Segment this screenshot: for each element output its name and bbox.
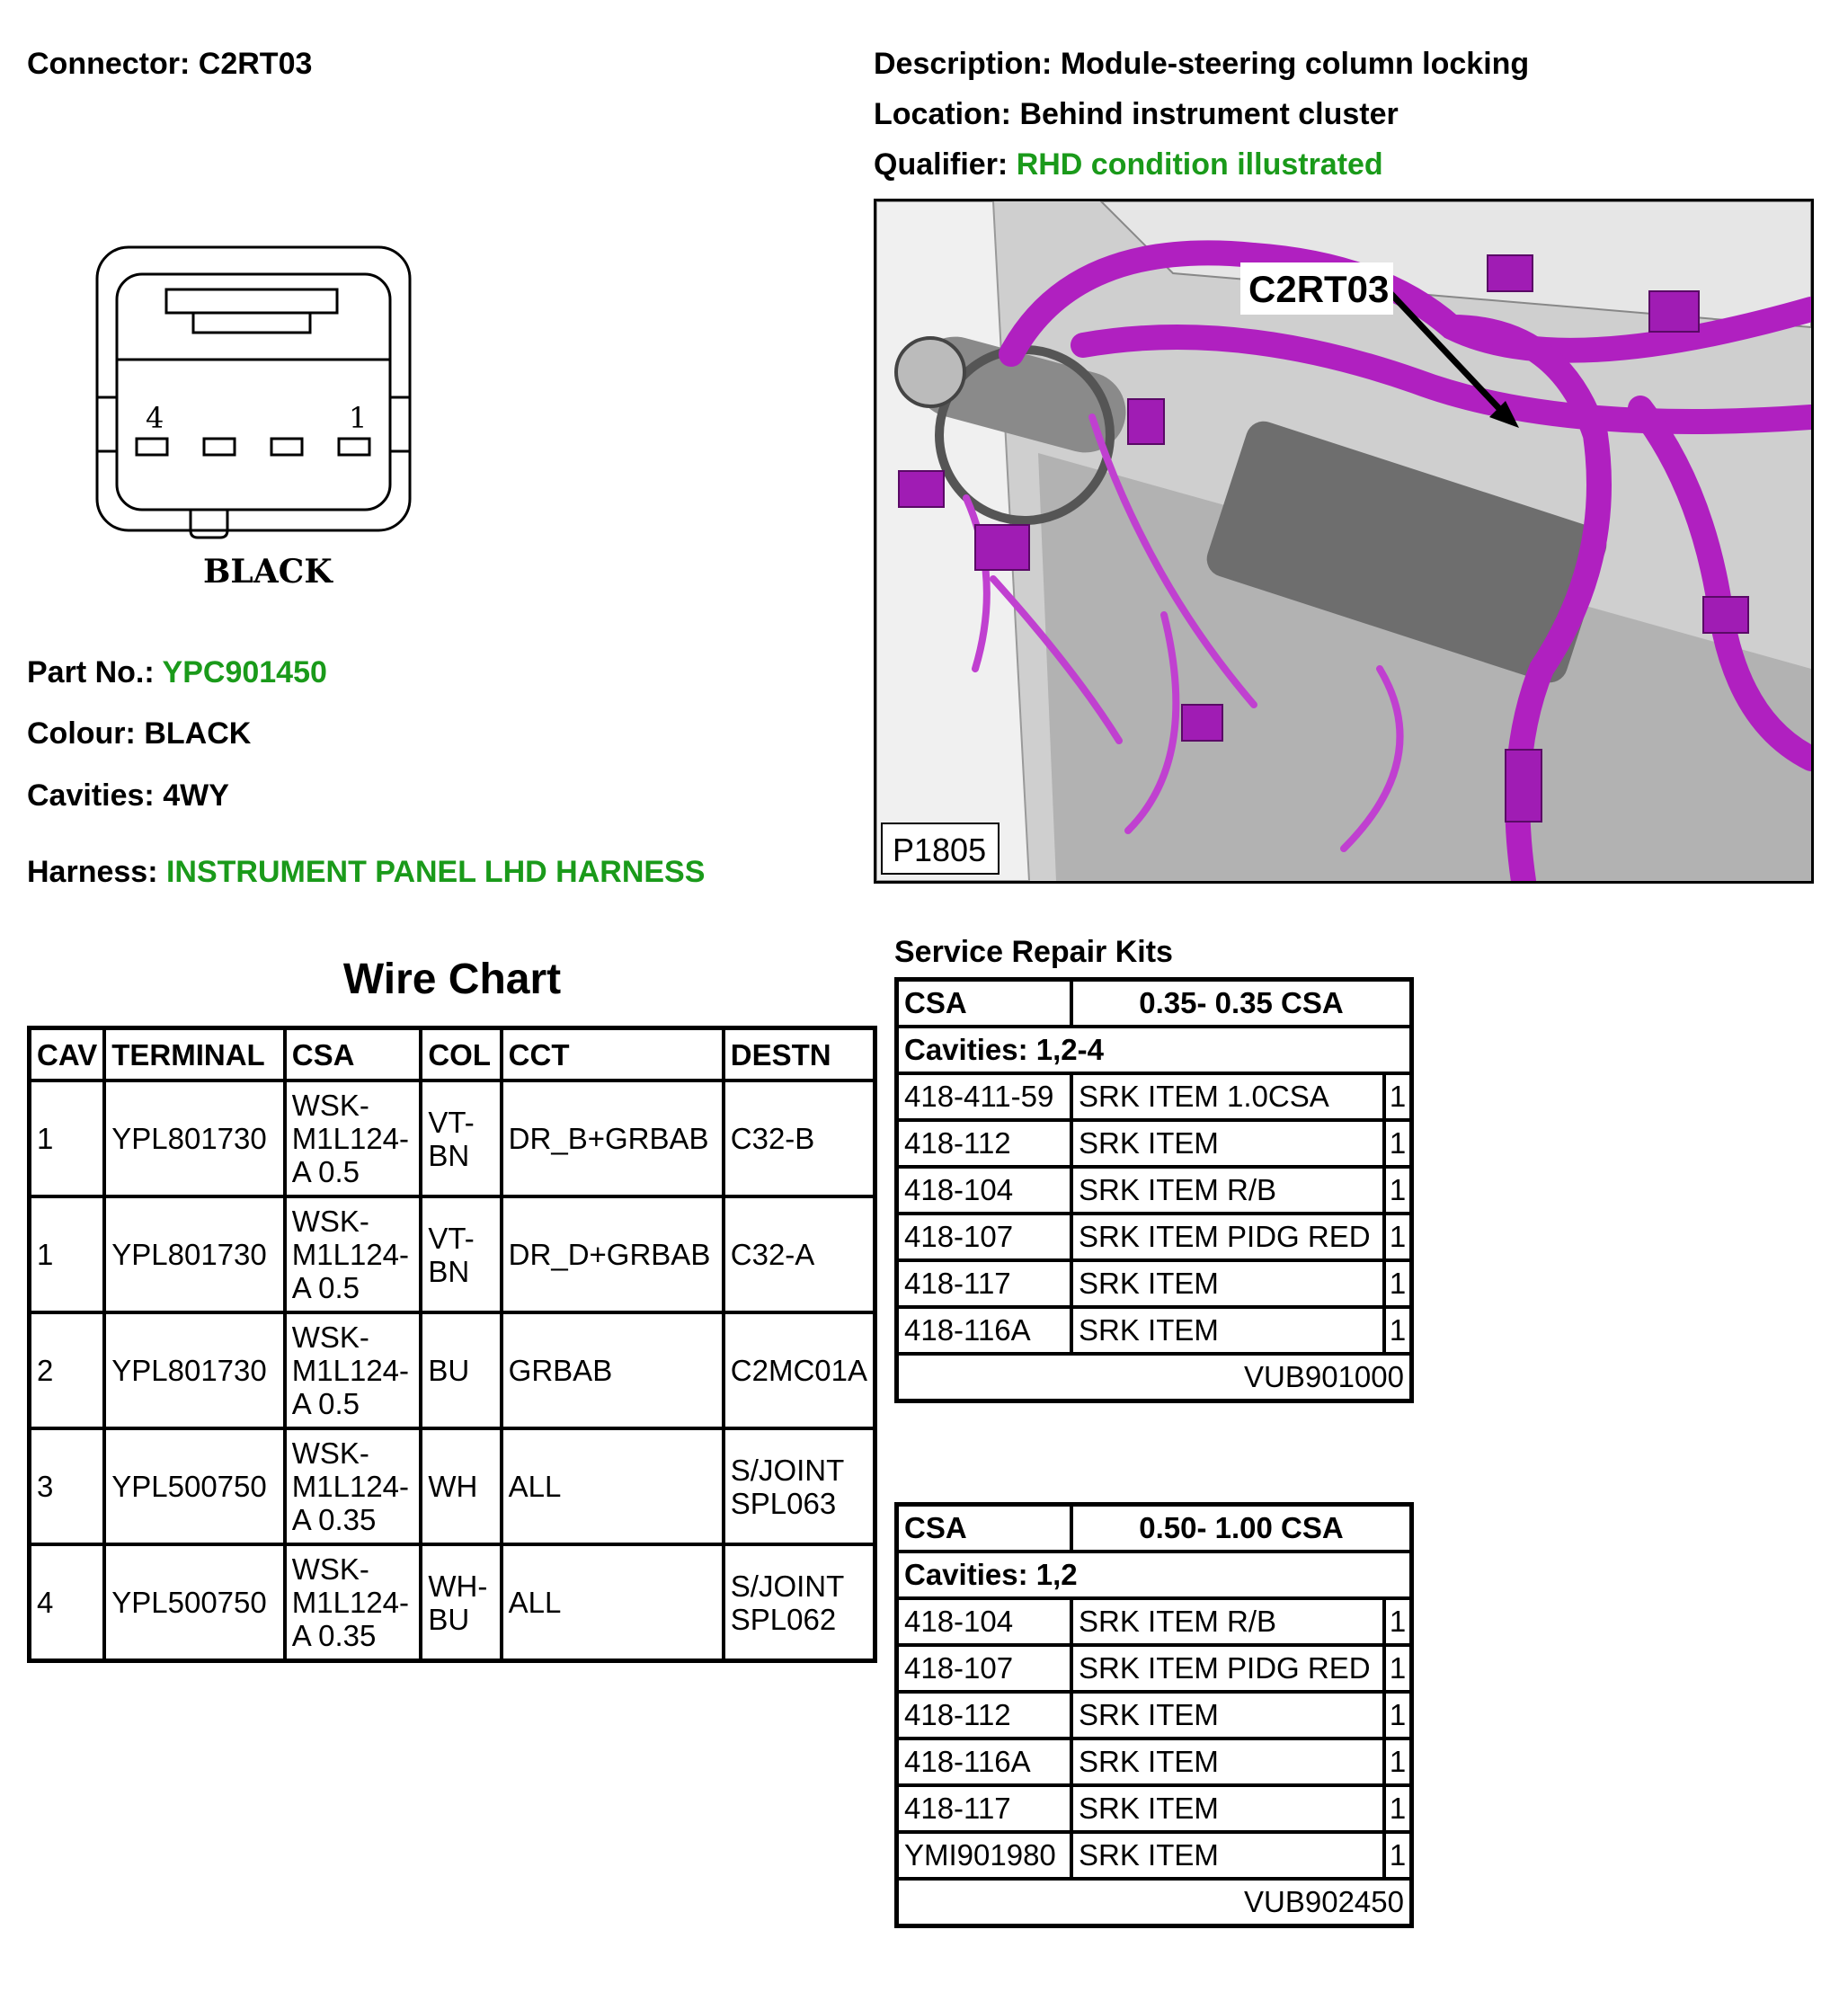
harness-line bbox=[27, 855, 705, 890]
col-cell bbox=[421, 1544, 501, 1661]
kit-item-row bbox=[897, 1832, 1412, 1879]
destn-cell bbox=[724, 1312, 875, 1428]
csa-cell bbox=[285, 1544, 422, 1661]
kit-item-code: 418-112 bbox=[897, 1692, 1072, 1739]
col-cell bbox=[421, 1196, 501, 1312]
location-value: Behind instrument cluster bbox=[1019, 97, 1399, 131]
col-cav-header: CAV bbox=[30, 1028, 105, 1081]
wire-chart-header-row bbox=[30, 1028, 875, 1081]
connector-label: Connector: bbox=[27, 47, 191, 81]
kit-item-code: YMI901980 bbox=[897, 1832, 1072, 1879]
kit-item-name: SRK ITEM PIDG RED bbox=[1071, 1645, 1384, 1692]
qualifier-value: RHD condition illustrated bbox=[1016, 147, 1383, 182]
wire-chart-row bbox=[30, 1080, 875, 1196]
kit-item-qty: 1 bbox=[1384, 1307, 1412, 1354]
csa-cell bbox=[285, 1196, 422, 1312]
csa-cell-line-3: A 0.35 bbox=[291, 1503, 377, 1536]
destn-cell bbox=[724, 1080, 875, 1196]
pin-label-1: 1 bbox=[349, 401, 368, 435]
kit-item-row bbox=[897, 1214, 1412, 1260]
description-value: Module-steering column locking bbox=[1060, 47, 1530, 81]
col-cell-line-1: VT- bbox=[428, 1221, 475, 1255]
kit-item-name: SRK ITEM bbox=[1071, 1832, 1384, 1879]
kit-item-code: 418-116A bbox=[897, 1307, 1072, 1354]
kit-item-qty: 1 bbox=[1384, 1785, 1412, 1832]
kit-item-qty: 1 bbox=[1384, 1073, 1412, 1120]
col-cell-line-2: BU bbox=[428, 1602, 470, 1636]
csa-cell-line-2: M1L124- bbox=[291, 1470, 410, 1503]
connector-inner-body bbox=[117, 274, 390, 510]
kit-item-row bbox=[897, 1260, 1412, 1307]
col-cell bbox=[421, 1428, 501, 1544]
destn-cell bbox=[724, 1544, 875, 1661]
destn-cell-line-1: C32-B bbox=[730, 1122, 815, 1155]
cavity-2 bbox=[271, 439, 302, 455]
kit-item-qty: 1 bbox=[1384, 1645, 1412, 1692]
photo-callout: C2RT03 bbox=[1248, 268, 1390, 310]
cav-cell: 1 bbox=[30, 1080, 105, 1196]
kit-cavities-row bbox=[897, 1552, 1412, 1598]
destn-cell-line-1: S/JOINT bbox=[730, 1569, 845, 1603]
csa-cell-line-1: WSK- bbox=[291, 1552, 369, 1586]
colour-value: BLACK bbox=[144, 716, 252, 751]
cavity-3 bbox=[204, 439, 235, 455]
description-label: Description: bbox=[874, 47, 1053, 81]
cct-cell: DR_B+GRBAB bbox=[502, 1080, 724, 1196]
connector-colour-text: BLACK bbox=[203, 553, 333, 591]
qualifier-line bbox=[874, 147, 1383, 182]
destn-cell-line-2: SPL062 bbox=[730, 1602, 837, 1636]
kit-csa-value: 0.35- 0.35 CSA bbox=[1071, 980, 1412, 1027]
harness-label: Harness: bbox=[27, 855, 158, 889]
connector-latch bbox=[166, 289, 337, 313]
kit-item-name: SRK ITEM R/B bbox=[1071, 1167, 1384, 1214]
kit-item-name: SRK ITEM PIDG RED bbox=[1071, 1214, 1384, 1260]
kit-item-code: 418-117 bbox=[897, 1260, 1072, 1307]
cct-cell: DR_D+GRBAB bbox=[502, 1196, 724, 1312]
photo-figure-id: P1805 bbox=[893, 831, 987, 868]
part-label: Part No.: bbox=[27, 655, 155, 689]
cavity-1 bbox=[339, 439, 369, 455]
terminal-cell: YPL801730 bbox=[104, 1080, 285, 1196]
col-cell bbox=[421, 1080, 501, 1196]
cct-cell: GRBAB bbox=[502, 1312, 724, 1428]
wire-chart-table bbox=[27, 1026, 877, 1663]
destn-cell bbox=[724, 1428, 875, 1544]
kit-csa-label: CSA bbox=[897, 1505, 1072, 1552]
kit-csa-label: CSA bbox=[897, 980, 1072, 1027]
terminal-cell: YPL500750 bbox=[104, 1544, 285, 1661]
kit-item-name: SRK ITEM bbox=[1071, 1307, 1384, 1354]
terminal-cell: YPL801730 bbox=[104, 1312, 285, 1428]
csa-cell-line-2: M1L124- bbox=[291, 1122, 410, 1155]
service-kit-1-table bbox=[894, 977, 1414, 1403]
kit-item-code: 418-411-59 bbox=[897, 1073, 1072, 1120]
wire-chart-row bbox=[30, 1312, 875, 1428]
kit-item-name: SRK ITEM bbox=[1071, 1120, 1384, 1167]
connector-face-diagram bbox=[90, 243, 431, 602]
col-cell-line-1: WH- bbox=[428, 1569, 488, 1603]
col-cell-line-1: BU bbox=[428, 1354, 470, 1387]
destn-cell-line-1: C2MC01A bbox=[730, 1354, 867, 1387]
kit-item-code: 418-107 bbox=[897, 1645, 1072, 1692]
csa-cell-line-3: A 0.35 bbox=[291, 1619, 377, 1652]
kit-item-qty: 1 bbox=[1384, 1260, 1412, 1307]
csa-cell-line-1: WSK- bbox=[291, 1205, 369, 1238]
kit-item-qty: 1 bbox=[1384, 1832, 1412, 1879]
kit-item-name: SRK ITEM R/B bbox=[1071, 1598, 1384, 1645]
csa-cell-line-2: M1L124- bbox=[291, 1586, 410, 1619]
cav-cell: 3 bbox=[30, 1428, 105, 1544]
kit-cavities: Cavities: 1,2-4 bbox=[897, 1027, 1412, 1073]
wire-chart-row bbox=[30, 1196, 875, 1312]
kit-csa-value: 0.50- 1.00 CSA bbox=[1071, 1505, 1412, 1552]
location-label: Location: bbox=[874, 97, 1011, 131]
connector-side-rib-left bbox=[97, 397, 117, 451]
csa-cell bbox=[285, 1312, 422, 1428]
harness-value: INSTRUMENT PANEL LHD HARNESS bbox=[165, 855, 706, 889]
pin-label-4: 4 bbox=[146, 401, 164, 435]
connector-latch-base bbox=[193, 313, 310, 333]
csa-cell-line-3: A 0.5 bbox=[291, 1155, 360, 1188]
cct-cell: ALL bbox=[502, 1428, 724, 1544]
col-cct-header: CCT bbox=[502, 1028, 724, 1081]
kit-item-row bbox=[897, 1598, 1412, 1645]
kit-csa-row bbox=[897, 1505, 1412, 1552]
col-col-header: COL bbox=[421, 1028, 501, 1081]
kit-csa-row bbox=[897, 980, 1412, 1027]
wire-chart-title: Wire Chart bbox=[342, 956, 562, 1003]
kit-item-code: 418-117 bbox=[897, 1785, 1072, 1832]
col-cell-line-2: BN bbox=[428, 1254, 470, 1288]
col-cell-line-1: WH bbox=[428, 1470, 478, 1503]
kit-number: VUB902450 bbox=[897, 1879, 1412, 1926]
destn-cell-line-1: C32-A bbox=[730, 1238, 815, 1271]
col-cell-line-2: BN bbox=[428, 1138, 470, 1172]
csa-cell-line-3: A 0.5 bbox=[291, 1271, 360, 1304]
col-terminal-header: TERMINAL bbox=[104, 1028, 285, 1081]
cav-cell: 4 bbox=[30, 1544, 105, 1661]
connector-side-rib-right bbox=[390, 397, 410, 451]
cavities-label: Cavities: bbox=[27, 778, 155, 813]
cav-cell: 2 bbox=[30, 1312, 105, 1428]
terminal-cell: YPL500750 bbox=[104, 1428, 285, 1544]
kit-item-code: 418-107 bbox=[897, 1214, 1072, 1260]
colour-line bbox=[27, 716, 251, 751]
csa-cell-line-2: M1L124- bbox=[291, 1354, 410, 1387]
csa-cell-line-2: M1L124- bbox=[291, 1238, 410, 1271]
destn-cell bbox=[724, 1196, 875, 1312]
csa-cell-line-3: A 0.5 bbox=[291, 1387, 360, 1420]
wire-chart-row bbox=[30, 1428, 875, 1544]
kit-item-qty: 1 bbox=[1384, 1598, 1412, 1645]
terminal-cell: YPL801730 bbox=[104, 1196, 285, 1312]
kit-item-name: SRK ITEM bbox=[1071, 1785, 1384, 1832]
kit-item-row bbox=[897, 1167, 1412, 1214]
connector-line bbox=[27, 47, 312, 82]
kit-item-row bbox=[897, 1645, 1412, 1692]
csa-cell bbox=[285, 1080, 422, 1196]
connector-value: C2RT03 bbox=[198, 47, 313, 81]
csa-cell bbox=[285, 1428, 422, 1544]
kit-number: VUB901000 bbox=[897, 1354, 1412, 1401]
kit-item-qty: 1 bbox=[1384, 1739, 1412, 1785]
qualifier-label: Qualifier: bbox=[874, 147, 1008, 182]
location-line bbox=[874, 97, 1399, 132]
kit-item-row bbox=[897, 1120, 1412, 1167]
csa-cell-line-1: WSK- bbox=[291, 1321, 369, 1354]
kit-item-row bbox=[897, 1692, 1412, 1739]
kit-item-row bbox=[897, 1739, 1412, 1785]
wire-chart-row bbox=[30, 1544, 875, 1661]
part-number-line bbox=[27, 655, 327, 690]
kit-item-name: SRK ITEM bbox=[1071, 1739, 1384, 1785]
cct-cell: ALL bbox=[502, 1544, 724, 1661]
kit-item-code: 418-104 bbox=[897, 1598, 1072, 1645]
col-csa-header: CSA bbox=[285, 1028, 422, 1081]
kit-item-qty: 1 bbox=[1384, 1167, 1412, 1214]
kit-item-qty: 1 bbox=[1384, 1214, 1412, 1260]
kit-item-row bbox=[897, 1307, 1412, 1354]
service-kit-2-table bbox=[894, 1502, 1414, 1928]
kit-cavities-row bbox=[897, 1027, 1412, 1073]
kit-item-name: SRK ITEM bbox=[1071, 1692, 1384, 1739]
connector-key bbox=[191, 510, 227, 538]
kit-item-code: 418-104 bbox=[897, 1167, 1072, 1214]
harness-illustration bbox=[876, 201, 1811, 881]
kit-item-code: 418-116A bbox=[897, 1739, 1072, 1785]
kit-item-name: SRK ITEM bbox=[1071, 1260, 1384, 1307]
col-cell-line-1: VT- bbox=[428, 1105, 475, 1139]
part-value: YPC901450 bbox=[162, 655, 327, 689]
colour-label: Colour: bbox=[27, 716, 136, 751]
kit-item-qty: 1 bbox=[1384, 1120, 1412, 1167]
kit-item-row bbox=[897, 1073, 1412, 1120]
kit-item-row bbox=[897, 1785, 1412, 1832]
cavities-value: 4WY bbox=[163, 778, 229, 813]
cavities-line bbox=[27, 778, 229, 814]
kit-item-code: 418-112 bbox=[897, 1120, 1072, 1167]
cav-cell: 1 bbox=[30, 1196, 105, 1312]
kit-number-row bbox=[897, 1354, 1412, 1401]
kit-item-qty: 1 bbox=[1384, 1692, 1412, 1739]
destn-cell-line-1: S/JOINT bbox=[730, 1453, 845, 1487]
kit-number-row bbox=[897, 1879, 1412, 1926]
service-kits-title: Service Repair Kits bbox=[894, 935, 1173, 969]
kit-item-name: SRK ITEM 1.0CSA bbox=[1071, 1073, 1384, 1120]
col-destn-header: DESTN bbox=[724, 1028, 875, 1081]
location-illustration bbox=[874, 199, 1814, 884]
csa-cell-line-1: WSK- bbox=[291, 1089, 369, 1122]
col-cell bbox=[421, 1312, 501, 1428]
csa-cell-line-1: WSK- bbox=[291, 1436, 369, 1470]
cavity-4 bbox=[137, 439, 167, 455]
destn-cell-line-2: SPL063 bbox=[730, 1486, 837, 1520]
kit-cavities: Cavities: 1,2 bbox=[897, 1552, 1412, 1598]
description-line bbox=[874, 47, 1529, 82]
